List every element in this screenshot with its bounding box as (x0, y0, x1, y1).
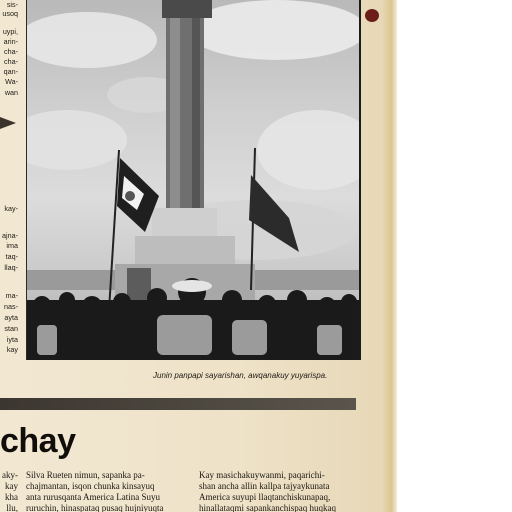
body-line: Silva Rueten nimun, sapanka pa- (26, 470, 145, 480)
left-line: arin- (3, 37, 18, 46)
ink-stain (365, 9, 379, 22)
left-line: sis- (6, 0, 18, 9)
body-line: llu, (6, 503, 18, 512)
news-photo (26, 0, 361, 360)
left-line: qan- (3, 67, 18, 76)
left-line: Wa- (5, 77, 18, 86)
body-line: kha (5, 492, 18, 502)
body-line: kay (5, 481, 18, 491)
section-divider (0, 398, 356, 410)
left-line: cha- (4, 47, 18, 56)
left-line: nas- (4, 302, 18, 311)
monument-illustration (27, 0, 359, 360)
left-line: ayta (4, 313, 18, 322)
headline: chay (0, 422, 76, 460)
body-line: ruruchin, hinaspataq pusaq hujniyuqta (26, 503, 164, 512)
left-line: cha- (4, 57, 18, 66)
body-line: anta rurusqanta America Latina Suyu (26, 492, 160, 502)
left-line: iyta (6, 335, 18, 344)
left-line: wan (4, 88, 18, 97)
body-line: aky- (2, 470, 18, 480)
left-line: ma- (5, 291, 18, 300)
body-line: Kay masichakuywanmi, paqarichi- (199, 470, 325, 480)
body-line: America suyupi llaqtanchiskunapaq, (199, 492, 331, 502)
middle-body-column (26, 470, 192, 512)
left-line: ajna- (2, 231, 18, 240)
left-line: taq- (5, 252, 18, 261)
left-line: usoq (2, 9, 18, 18)
left-line: uypi, (2, 27, 18, 36)
body-line: chajmantan, isqon chunka kinsayuq (26, 481, 155, 491)
photo-caption: Junin panpapi sayarishan, awqanakuy yuyarispa. (153, 371, 328, 380)
left-line: llaq- (4, 263, 18, 272)
body-line: shan ancha allin kallpa tajyaykunata (199, 481, 330, 491)
left-line: ima (6, 241, 18, 250)
left-line: kay (6, 345, 18, 354)
left-body-column (0, 470, 18, 512)
left-line: kay- (4, 204, 18, 213)
section-arrow-icon (0, 117, 16, 129)
left-line: stan (4, 324, 18, 333)
right-body-column (199, 470, 359, 512)
body-line: hinallataqmi sapankanchispaq huqkaq (199, 503, 336, 512)
page-edge (383, 0, 397, 512)
